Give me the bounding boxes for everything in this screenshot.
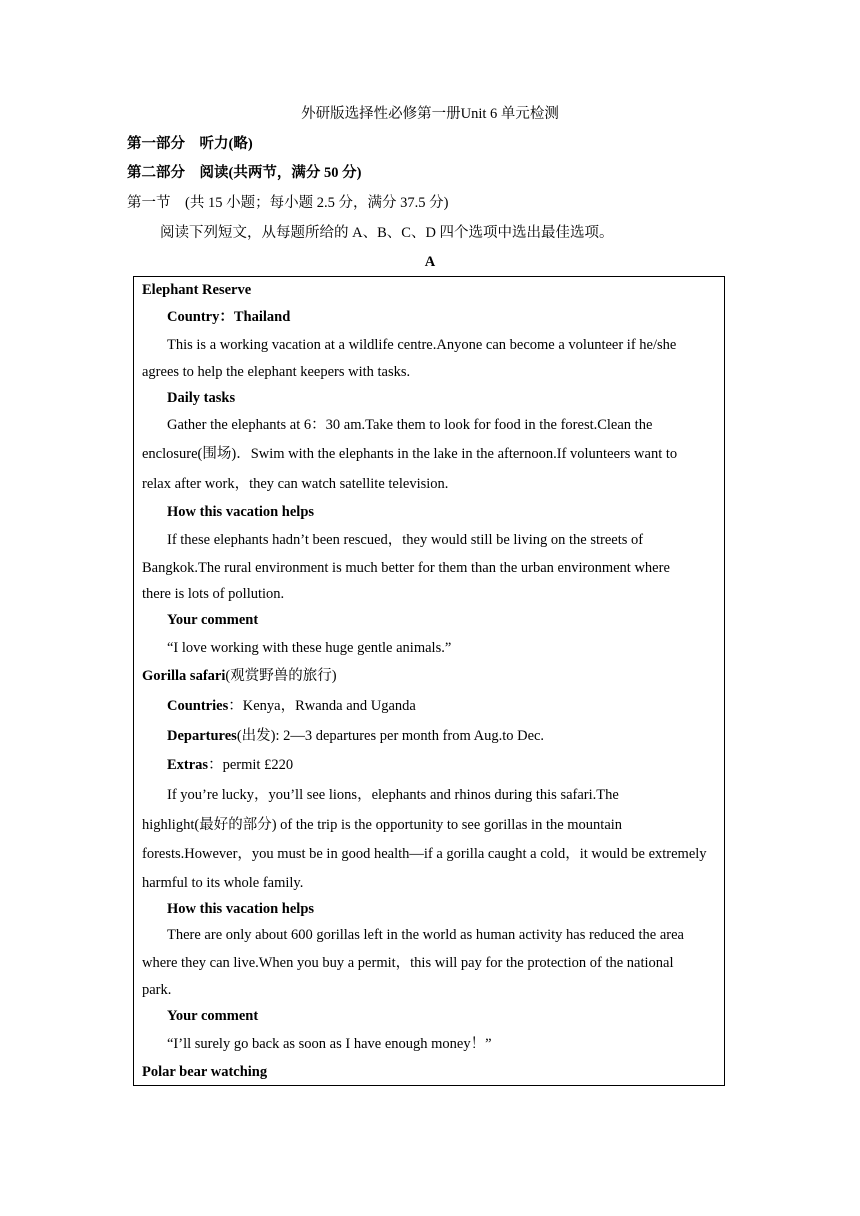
elephant-country: Country：Thailand: [167, 309, 291, 325]
departures-label: Departures: [167, 728, 237, 744]
gorilla-comment-heading: Your comment: [167, 1008, 259, 1024]
gorilla-helps-line: park.: [142, 982, 172, 998]
passage-box: [133, 276, 725, 1086]
elephant-helps-heading: How this vacation helps: [167, 504, 315, 520]
gorilla-departures: [167, 727, 544, 745]
page-title: 外研版选择性必修第一册Unit 6 单元检测: [301, 106, 559, 122]
gorilla-heading-row: [142, 667, 337, 685]
part-one-heading: 第一部分 听力(略): [127, 136, 253, 152]
polar-heading: Polar bear watching: [142, 1064, 268, 1080]
gorilla-text-line: If you’re lucky，you’ll see lions，elephants and rhinos during this safari.The: [167, 787, 619, 803]
gorilla-heading-note: (观赏野兽的旅行): [225, 668, 337, 684]
gorilla-extras: [167, 756, 293, 774]
departures-value: (出发): 2—3 departures per month from Aug.to Dec.: [236, 728, 545, 744]
elephant-intro-line: agrees to help the elephant keepers with tasks.: [142, 364, 411, 380]
gorilla-comment: “I’ll surely go back as soon as I have enough money！”: [167, 1036, 492, 1052]
countries-value: ：Kenya，Rwanda and Uganda: [228, 698, 416, 714]
countries-label: Countries: [167, 698, 229, 714]
gorilla-text-line: harmful to its whole family.: [142, 875, 304, 891]
gorilla-text-line: highlight(最好的部分) of the trip is the opportunity to see gorillas in the mountain: [142, 817, 623, 833]
elephant-helps-line: Bangkok.The rural environment is much better for them than the urban environment where: [142, 560, 670, 576]
elephant-helps-line: there is lots of pollution.: [142, 586, 285, 602]
part-two-heading: 第二部分 阅读(共两节，满分 50 分): [127, 165, 362, 181]
elephant-comment-heading: Your comment: [167, 612, 259, 628]
elephant-heading: Elephant Reserve: [142, 282, 252, 298]
elephant-helps-line: If these elephants hadn’t been rescued，they would still be living on the streets of: [167, 532, 644, 548]
instruction-text: 阅读下列短文，从每题所给的 A、B、C、D 四个选项中选出最佳选项。: [160, 225, 614, 241]
daily-tasks-heading: Daily tasks: [167, 390, 236, 406]
daily-tasks-line: Gather the elephants at 6：30 am.Take them to look for food in the forest.Clean the: [167, 417, 653, 433]
extras-value: ：permit £220: [208, 757, 294, 773]
gorilla-countries: [167, 697, 416, 715]
gorilla-helps-line: where they can live.When you buy a permit，this will pay for the protection of the national: [142, 955, 674, 971]
gorilla-helps-line: There are only about 600 gorillas left in the world as human activity has reduced the area: [167, 927, 684, 943]
elephant-intro-line: This is a working vacation at a wildlife centre.Anyone can become a volunteer if he/she: [167, 337, 677, 353]
daily-tasks-line: relax after work，they can watch satellite television.: [142, 476, 449, 492]
elephant-comment: “I love working with these huge gentle animals.”: [167, 640, 452, 656]
passage-letter: A: [424, 254, 436, 270]
extras-label: Extras: [167, 757, 209, 773]
section-one-heading: 第一节 (共 15 小题；每小题 2.5 分，满分 37.5 分): [127, 195, 449, 211]
gorilla-helps-heading: How this vacation helps: [167, 901, 315, 917]
gorilla-heading: Gorilla safari: [142, 668, 226, 684]
daily-tasks-line: enclosure(围场)．Swim with the elephants in the lake in the afternoon.If volunteers want to: [142, 446, 678, 462]
gorilla-text-line: forests.However，you must be in good health—if a gorilla caught a cold，it would be extremely: [142, 846, 707, 862]
